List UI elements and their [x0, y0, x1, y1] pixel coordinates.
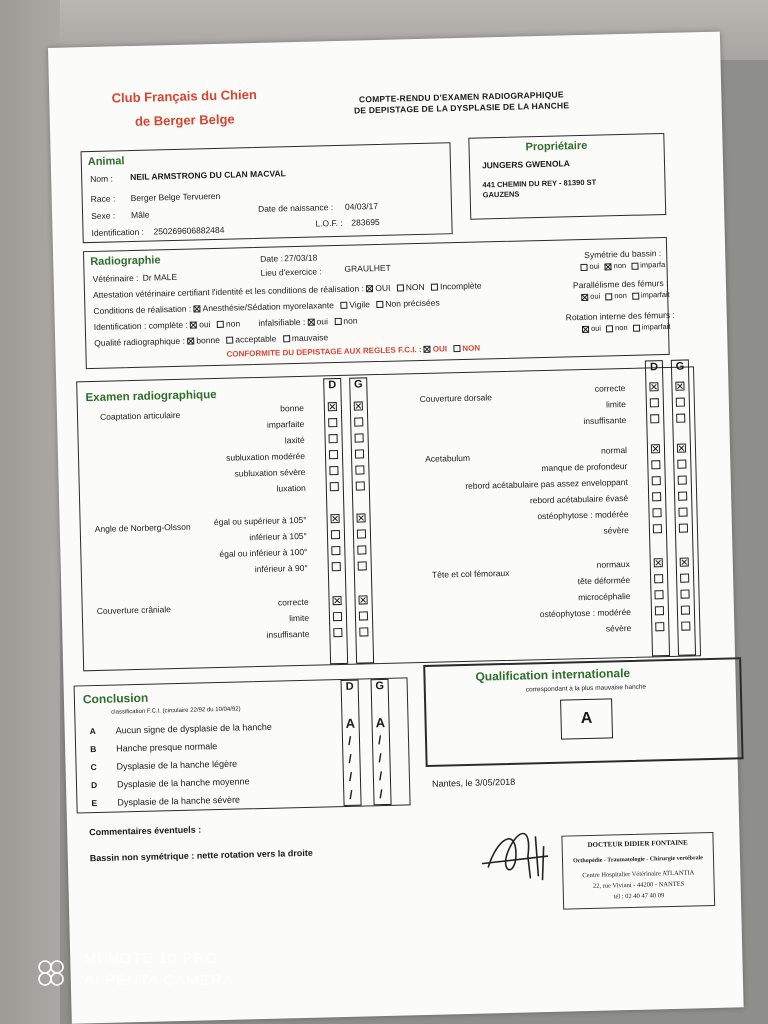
symetrie-row — [580, 260, 665, 271]
qualification-heading: Qualification internationale — [475, 665, 631, 684]
radiographie-heading: Radiographie — [90, 254, 161, 269]
conclusion-d-d-value: / — [348, 769, 353, 784]
stamp-center: Centre Hospitalier Vétérinaire ATLANTIA — [582, 869, 695, 880]
norberg-sup105-g-checkbox[interactable] — [356, 513, 365, 522]
tete-label: Tête et col fémoraux — [431, 567, 510, 580]
radiographie-section — [83, 237, 675, 369]
conclusion-text-b: Hanche presque normale — [116, 741, 218, 754]
coaptation-imparfaite: imparfaite — [266, 418, 305, 430]
report-title-line1: COMPTE-RENDU D'EXAMEN RADIOGRAPHIQUE — [358, 89, 564, 105]
parallelisme-non-checkbox[interactable] — [605, 293, 612, 300]
qualite-label: Qualité radiographique : — [94, 335, 186, 348]
acetabulum-osteo-mod-g-checkbox[interactable] — [678, 508, 687, 517]
conclusion-letter-b: B — [90, 744, 97, 755]
race-label: Race : — [90, 193, 116, 205]
parallelisme-label: Parallélisme des fémurs : — [572, 277, 669, 291]
cranial-correcte: correcte — [277, 596, 309, 608]
infalsifiable-non-checkbox[interactable] — [334, 318, 341, 325]
identification-label: Identification : — [91, 226, 145, 238]
norberg-label: Angle de Norberg-Olsson — [94, 521, 191, 534]
attestation-incomplete-checkbox[interactable] — [431, 284, 438, 291]
norberg-inf90-d-checkbox[interactable] — [332, 562, 341, 571]
dob-value: 04/03/17 — [344, 200, 379, 212]
cranial-label: Couverture crâniale — [96, 604, 172, 616]
conclusion-text-e: Dysplasie de la hanche sévère — [117, 794, 241, 808]
acetabulum-rebord-evase: rebord acétabulaire évasé — [529, 492, 629, 506]
conclusion-d-header: D — [345, 680, 354, 693]
attestation-non-checkbox[interactable] — [397, 285, 404, 292]
tete-normaux-d-checkbox[interactable] — [654, 558, 663, 567]
qualite-acceptable-label: acceptable — [235, 333, 277, 345]
owner-heading: Propriétaire — [525, 139, 588, 154]
stamp-specialty: Orthopédie - Traumatologie - Chirurgie vertébrale — [572, 855, 704, 865]
symetrie-oui-checkbox[interactable] — [580, 263, 587, 270]
rotation-oui-label: oui — [590, 323, 602, 333]
parallelisme-imparfait-checkbox[interactable] — [632, 292, 639, 299]
tete-osteophytose-moderee: ostéophytose : modérée — [539, 606, 632, 620]
coaptation-laxite-g-checkbox[interactable] — [355, 433, 364, 442]
norberg-inf100-d-checkbox[interactable] — [331, 546, 340, 555]
qualification-section — [423, 657, 743, 767]
norberg-inf-105: inférieur à 105° — [249, 530, 308, 543]
symetrie-oui-label: oui — [589, 261, 600, 271]
norberg-inf105-d-checkbox[interactable] — [331, 530, 340, 539]
dob-label: Date de naissance : — [257, 202, 334, 214]
vet-label: Vétérinaire : — [92, 272, 139, 284]
attestation-oui-label: OUI — [375, 282, 391, 294]
symetrie-non-checkbox[interactable] — [605, 263, 612, 270]
parallelisme-oui-label: oui — [590, 291, 601, 301]
examen-heading: Examen radiographique — [85, 388, 217, 405]
parallelisme-row — [581, 290, 670, 301]
dorsale-insuffisante: insuffisante — [583, 414, 627, 427]
signature-icon — [477, 816, 569, 888]
right-g-header: G — [675, 360, 685, 373]
rotation-non-checkbox[interactable] — [606, 325, 613, 332]
coaptation-bonne-d-checkbox[interactable] — [328, 402, 337, 411]
tete-deformee-d-checkbox[interactable] — [654, 574, 663, 583]
stamp-name: DOCTEUR DIDIER FONTAINE — [587, 838, 688, 850]
left-d-header: D — [328, 379, 337, 392]
comments-text: Bassin non symétrique : nette rotation vers la droite — [89, 847, 313, 864]
cranial-limite: limite — [289, 612, 310, 624]
conformite-label: CONFORMITE DU DEPISTAGE AUX REGLES F.C.I. : — [226, 344, 422, 359]
acetabulum-manque-profondeur: manque de profondeur — [541, 460, 628, 474]
symetrie-label: Symétrie du bassin : — [584, 248, 662, 260]
cranial-insuffisante-g-checkbox[interactable] — [359, 627, 368, 636]
tete-severe-d-checkbox[interactable] — [655, 622, 664, 631]
symetrie-imparfait-label: imparfa — [640, 259, 666, 270]
coaptation-subluxation-severe: subluxation sévère — [234, 466, 306, 479]
conditions-row — [93, 298, 439, 316]
conformite-row — [226, 344, 480, 359]
camera-brand-icon — [34, 958, 68, 988]
tete-deformee: tête déformée — [577, 574, 631, 587]
norberg-inf-90: inférieur à 90° — [254, 562, 308, 575]
cranial-correcte-g-checkbox[interactable] — [358, 595, 367, 604]
qualite-mauvaise-checkbox[interactable] — [283, 335, 290, 342]
parallelisme-imparfait-label: imparfait — [640, 289, 670, 300]
acetabulum-severe: sévère — [603, 524, 630, 536]
qualite-acceptable-checkbox[interactable] — [226, 337, 233, 344]
radiography-report-sheet — [48, 32, 744, 1024]
coaptation-imparfaite-d-checkbox[interactable] — [328, 418, 337, 427]
norberg-sup105-d-checkbox[interactable] — [330, 514, 339, 523]
stamp-phone: tél : 02 40 47 40 09 — [613, 892, 665, 901]
comments-label: Commentaires éventuels : — [89, 824, 202, 838]
conclusion-e-d-value: / — [349, 787, 353, 802]
dorsale-insuffisante-g-checkbox[interactable] — [676, 414, 685, 423]
owner-address-line1: 441 CHEMIN DU REY - 81390 ST — [482, 177, 597, 190]
parallelisme-non-label: non — [614, 290, 627, 301]
conclusion-heading: Conclusion — [82, 690, 149, 707]
norberg-sup-105: égal ou supérieur à 105° — [213, 514, 307, 528]
lof-label: L.O.F. : — [315, 217, 343, 229]
infalsifiable-oui-label: oui — [316, 316, 329, 327]
qualite-bonne-checkbox[interactable] — [187, 338, 194, 345]
ident-label: Identification : complète : — [93, 319, 188, 332]
tete-severe: sévère — [605, 622, 632, 634]
conclusion-text-c: Dysplasie de la hanche légère — [116, 758, 238, 772]
rotation-label: Rotation interne des fémurs : — [565, 309, 675, 323]
conclusion-letter-c: C — [90, 762, 97, 773]
coaptation-sublux-mod-d-checkbox[interactable] — [329, 450, 338, 459]
coaptation-label: Coaptation articulaire — [99, 409, 181, 422]
ident-non-label: non — [225, 318, 241, 329]
conclusion-b-g-value: / — [377, 733, 382, 748]
left-g-header: G — [353, 378, 363, 391]
dorsale-limite-d-checkbox[interactable] — [650, 398, 659, 407]
infalsifiable-oui-checkbox[interactable] — [308, 319, 315, 326]
date-value: 27/03/18 — [284, 252, 318, 264]
dorsale-correcte: correcte — [594, 382, 626, 394]
examen-section — [76, 360, 701, 671]
conditions-non-precisees-label: Non précisées — [385, 297, 440, 309]
conclusion-c-g-value: / — [378, 751, 382, 766]
sexe-label: Sexe : — [90, 210, 116, 221]
ident-oui-label: oui — [199, 319, 211, 330]
conclusion-section — [74, 677, 411, 813]
conclusion-letter-e: E — [91, 798, 98, 809]
acetabulum-evase-g-checkbox[interactable] — [678, 492, 687, 501]
sexe-value: Mâle — [130, 209, 150, 221]
rotation-non-label: non — [615, 322, 628, 333]
acetabulum-enveloppant-d-checkbox[interactable] — [652, 476, 661, 485]
conclusion-subtitle: classification F.C.I. (circulaire 22/92 du 10/04/92) — [111, 706, 241, 716]
coaptation-sublux-sev-d-checkbox[interactable] — [329, 466, 338, 475]
watermark-line1: MI NOTE 10 PRO — [84, 950, 219, 967]
conditions-anesthesie-label: Anesthésie/Sédation myorelaxante — [202, 300, 335, 314]
date-label: Date : — [260, 253, 284, 264]
coaptation-bonne-g-checkbox[interactable] — [354, 401, 363, 410]
rotation-oui-checkbox[interactable] — [582, 325, 589, 332]
acetabulum-severe-g-checkbox[interactable] — [679, 524, 688, 533]
race-value: Berger Belge Tervueren — [130, 190, 221, 204]
parallelisme-oui-checkbox[interactable] — [581, 293, 588, 300]
qualite-mauvaise-label: mauvaise — [291, 332, 329, 344]
vet-value: Dr MALE — [142, 271, 178, 283]
conditions-non-precisees-checkbox[interactable] — [376, 301, 383, 308]
conclusion-b-d-value: / — [347, 733, 352, 748]
conclusion-g-header: G — [375, 679, 385, 693]
coaptation-sublux-sev-g-checkbox[interactable] — [355, 465, 364, 474]
acetabulum-profondeur-d-checkbox[interactable] — [651, 460, 660, 469]
cranial-correcte-d-checkbox[interactable] — [332, 596, 341, 605]
camera-watermark — [84, 948, 234, 992]
rotation-imparfait-label: imparfait — [641, 321, 671, 332]
tete-micro-g-checkbox[interactable] — [680, 589, 689, 598]
coaptation-laxite: laxité — [284, 434, 305, 446]
conditions-vigile-checkbox[interactable] — [340, 302, 347, 309]
nom-label: Nom : — [90, 173, 114, 185]
conclusion-d-g-value: / — [378, 769, 383, 784]
place-date: Nantes, le 3/05/2018 — [431, 776, 516, 789]
rotation-imparfait-checkbox[interactable] — [633, 324, 640, 331]
acetabulum-enveloppant-g-checkbox[interactable] — [678, 476, 687, 485]
club-name-line2: de Berger Belge — [134, 111, 235, 129]
lieu-label: Lieu d'exercice : — [260, 266, 322, 278]
conclusion-c-d-value: / — [348, 751, 352, 766]
owner-section — [468, 133, 666, 220]
conformite-oui-checkbox[interactable] — [424, 346, 431, 353]
attestation-non-label: NON — [405, 281, 425, 293]
symetrie-non-label: non — [613, 260, 627, 271]
infalsifiable-label: infalsifiable : — [258, 316, 306, 328]
qualification-subtitle: correspondant à la plus mauvaise hanche — [525, 683, 647, 694]
veterinary-stamp — [561, 832, 715, 910]
conclusion-a-d-value: A — [345, 715, 356, 731]
attestation-oui-checkbox[interactable] — [366, 285, 373, 292]
attestation-incomplete-label: Incomplète — [439, 280, 482, 292]
norberg-inf-100: égal ou inférieur à 100° — [219, 546, 308, 559]
conclusion-letter-d: D — [90, 780, 98, 791]
tete-osteo-mod-g-checkbox[interactable] — [681, 605, 690, 614]
acetabulum-evase-d-checkbox[interactable] — [652, 492, 661, 501]
tete-micro-d-checkbox[interactable] — [654, 590, 663, 599]
conditions-label: Conditions de réalisation : — [93, 303, 192, 316]
coaptation-imparfaite-g-checkbox[interactable] — [354, 417, 363, 426]
owner-name: JUNGERS GWENOLA — [481, 158, 570, 171]
conformite-non-checkbox[interactable] — [453, 345, 460, 352]
symetrie-imparfait-checkbox[interactable] — [631, 262, 638, 269]
conclusion-text-d: Dysplasie de la hanche moyenne — [116, 776, 250, 790]
conformite-oui-label: OUI — [432, 344, 448, 354]
cranial-insuffisante-d-checkbox[interactable] — [333, 628, 342, 637]
acetabulum-normal-g-checkbox[interactable] — [677, 444, 686, 453]
identification-row — [94, 316, 358, 332]
conditions-anesthesie-checkbox[interactable] — [194, 306, 201, 313]
acetabulum-rebord-enveloppant: rebord acétabulaire pas assez enveloppant — [465, 476, 628, 491]
conclusion-letter-a: A — [89, 726, 96, 737]
dorsale-label: Couverture dorsale — [419, 392, 493, 405]
dorsale-limite-g-checkbox[interactable] — [676, 398, 685, 407]
acetabulum-normal: normal — [600, 444, 628, 456]
conditions-vigile-label: Vigile — [349, 299, 371, 310]
dorsale-limite: limite — [605, 398, 626, 410]
tete-osteo-mod-d-checkbox[interactable] — [655, 606, 664, 615]
cranial-insuffisante: insuffisante — [266, 628, 310, 640]
right-d-header: D — [649, 361, 659, 374]
cranial-limite-d-checkbox[interactable] — [333, 612, 342, 621]
dorsale-insuffisante-d-checkbox[interactable] — [650, 414, 659, 423]
qualite-row — [94, 332, 328, 348]
coaptation-laxite-d-checkbox[interactable] — [329, 434, 338, 443]
acetabulum-osteophytose-moderee: ostéophytose : modérée — [537, 508, 629, 522]
animal-heading: Animal — [87, 155, 125, 169]
acetabulum-profondeur-g-checkbox[interactable] — [677, 460, 686, 469]
dorsale-correcte-d-checkbox[interactable] — [649, 382, 658, 391]
attestation-label: Attestation vétérinaire certifiant l'identité et les conditions de réalisation : — [92, 283, 365, 300]
coaptation-subluxation-moderee: subluxation modérée — [226, 450, 306, 463]
coaptation-luxation-d-checkbox[interactable] — [330, 482, 339, 491]
ident-oui-checkbox[interactable] — [190, 322, 197, 329]
acetabulum-osteo-mod-d-checkbox[interactable] — [652, 508, 661, 517]
tete-microcephalie: microcéphalie — [578, 590, 631, 603]
conclusion-text-a: Aucun signe de dysplasie de la hanche — [115, 721, 272, 736]
coaptation-luxation: luxation — [276, 482, 306, 494]
cranial-limite-g-checkbox[interactable] — [359, 611, 368, 620]
acetabulum-severe-d-checkbox[interactable] — [653, 524, 662, 533]
animal-section — [81, 142, 453, 243]
norberg-inf100-g-checkbox[interactable] — [357, 545, 366, 554]
conformite-non-label: NON — [462, 343, 481, 353]
norberg-inf105-g-checkbox[interactable] — [357, 529, 366, 538]
report-title-line2: DE DEPISTAGE DE LA DYSPLASIE DE LA HANCHE — [353, 100, 570, 116]
lieu-value: GRAULHET — [344, 262, 391, 274]
tete-deformee-g-checkbox[interactable] — [680, 573, 689, 582]
infalsifiable-non-label: non — [343, 315, 358, 326]
coaptation-bonne: bonne — [280, 402, 304, 414]
qualite-bonne-label: bonne — [196, 334, 221, 346]
tete-normaux: normaux — [596, 558, 630, 570]
lof-value: 283695 — [351, 216, 380, 228]
conclusion-e-g-value: / — [379, 787, 383, 802]
rotation-row — [582, 322, 671, 333]
dorsale-correcte-g-checkbox[interactable] — [675, 382, 684, 391]
identification-value: 250269606882484 — [153, 224, 225, 237]
qualification-grade: A — [560, 698, 613, 739]
norberg-inf90-g-checkbox[interactable] — [358, 561, 367, 570]
acetabulum-label: Acetabulum — [425, 452, 471, 464]
acetabulum-normal-d-checkbox[interactable] — [651, 444, 660, 453]
coaptation-luxation-g-checkbox[interactable] — [356, 481, 365, 490]
watermark-line2: AI PENTA CAMERA — [84, 972, 234, 989]
tete-severe-g-checkbox[interactable] — [681, 621, 690, 630]
stamp-address: 22, rue Viviani - 44200 - NANTES — [592, 880, 685, 890]
owner-address-line2: GAUZENS — [482, 189, 520, 200]
club-name-line1: Club Français du Chien — [111, 86, 257, 106]
coaptation-sublux-mod-g-checkbox[interactable] — [355, 449, 364, 458]
tete-normaux-g-checkbox[interactable] — [680, 557, 689, 566]
dog-name: NEIL ARMSTRONG DU CLAN MACVAL — [130, 168, 286, 183]
ident-non-checkbox[interactable] — [217, 321, 224, 328]
conclusion-a-g-value: A — [375, 714, 386, 731]
